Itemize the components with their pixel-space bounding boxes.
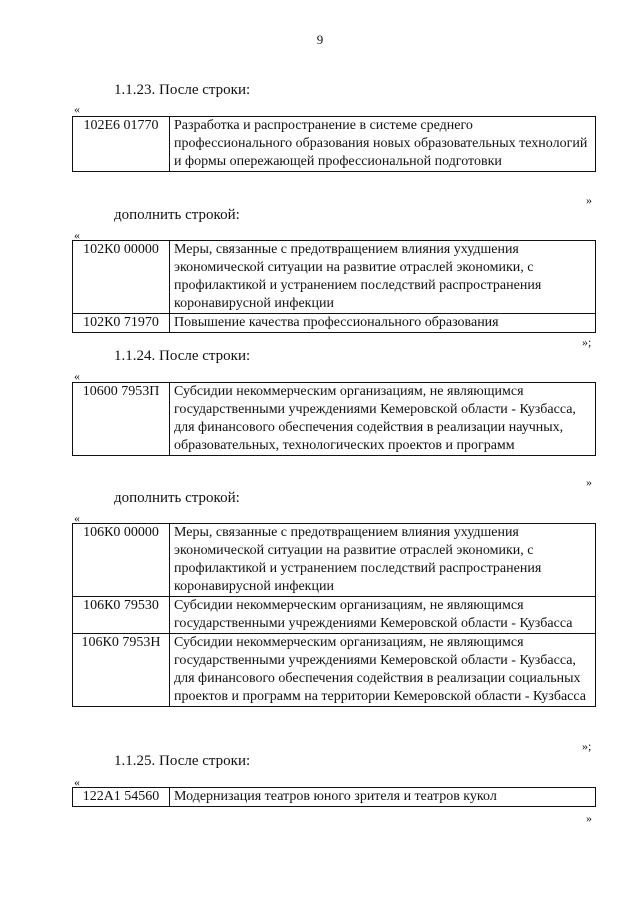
close-quote-semicolon: »; — [582, 335, 592, 349]
row-description: Модернизация театров юного зрителя и театров кукол — [170, 788, 596, 807]
row-description: Субсидии некоммерческим организациям, не являющимся государственными учреждениями Кемеровской области - Кузбасса — [170, 597, 596, 634]
row-description: Субсидии некоммерческим организациям, не являющимся государственными учреждениями Кемеровской области - Кузбасса, для финансового обеспечения содействия в реализации научных, образовательных, технологических проектов и программ — [170, 383, 596, 456]
original-row-table-1-1-24 — [72, 382, 596, 456]
open-quote: « — [74, 511, 80, 525]
close-quote: » — [586, 811, 592, 825]
added-rows-table-1-1-24 — [72, 523, 596, 707]
budget-code: 10600 7953П — [73, 383, 170, 456]
budget-code: 102Е6 01770 — [73, 117, 170, 172]
close-quote: » — [586, 475, 592, 489]
open-quote: « — [74, 228, 80, 242]
table-row — [73, 241, 596, 314]
budget-code: 102К0 00000 — [73, 241, 170, 314]
budget-code: 106К0 79530 — [73, 597, 170, 634]
open-quote: « — [74, 775, 80, 789]
table-row — [73, 314, 596, 333]
budget-code: 122А1 54560 — [73, 788, 170, 807]
row-description: Разработка и распространение в системе среднего профессионального образования новых образовательных технологий и формы опережающей профессиональной подготовки — [170, 117, 596, 172]
open-quote: « — [74, 369, 80, 383]
table-row — [73, 383, 596, 456]
original-row-table-1-1-23 — [72, 116, 596, 172]
budget-code: 102К0 71970 — [73, 314, 170, 333]
section-heading-1-1-23: 1.1.23. После строки: — [114, 82, 251, 98]
section-heading-1-1-24: 1.1.24. После строки: — [114, 348, 251, 364]
add-row-label: дополнить строкой: — [114, 490, 240, 506]
original-row-table-1-1-25 — [72, 787, 596, 807]
table-row — [73, 117, 596, 172]
section-heading-1-1-25: 1.1.25. После строки: — [114, 753, 251, 769]
close-quote-semicolon: »; — [582, 739, 592, 753]
row-description: Меры, связанные с предотвращением влияния ухудшения экономической ситуации на развитие отраслей экономики, с профилактикой и устранением последствий распространения коронавирусной инфекции — [170, 241, 596, 314]
budget-code: 106К0 7953Н — [73, 634, 170, 707]
budget-code: 106К0 00000 — [73, 524, 170, 597]
row-description: Повышение качества профессионального образования — [170, 314, 596, 333]
table-row — [73, 788, 596, 807]
open-quote: « — [74, 102, 80, 116]
table-row — [73, 634, 596, 707]
add-row-label: дополнить строкой: — [114, 207, 240, 223]
close-quote: » — [586, 193, 592, 207]
table-row — [73, 597, 596, 634]
row-description: Субсидии некоммерческим организациям, не являющимся государственными учреждениями Кемеровской области - Кузбасса, для финансового обеспечения содействия в реализации социальных проектов и программ на территории Кемеровской области - Кузбасса — [170, 634, 596, 707]
page-number: 9 — [316, 32, 324, 47]
added-rows-table-1-1-23 — [72, 240, 596, 333]
row-description: Меры, связанные с предотвращением влияния ухудшения экономической ситуации на развитие отраслей экономики, с профилактикой и устранением последствий распространения коронавирусной инфекции — [170, 524, 596, 597]
table-row — [73, 524, 596, 597]
